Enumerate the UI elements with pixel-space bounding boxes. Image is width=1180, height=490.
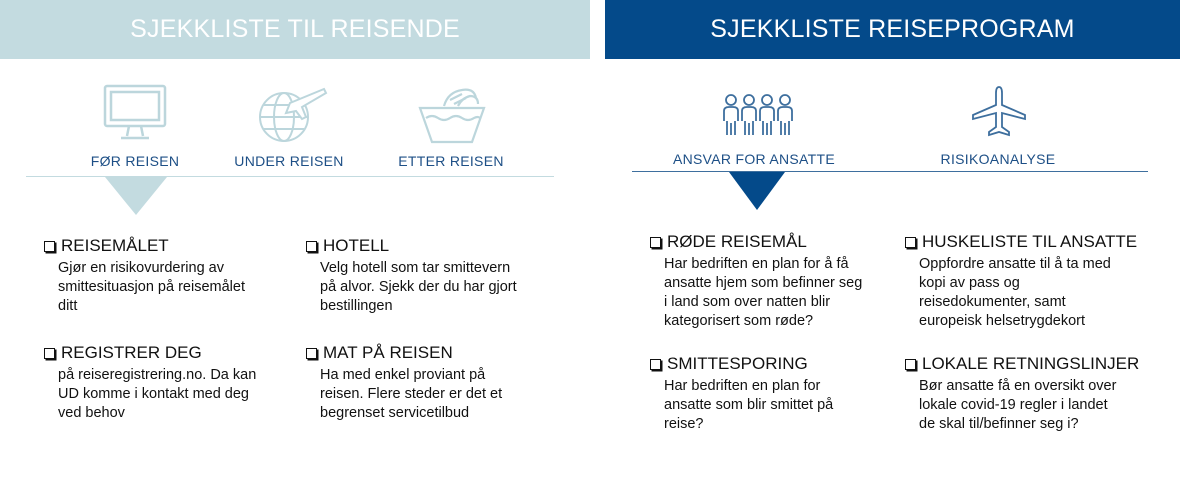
airplane-icon	[971, 85, 1027, 137]
checkbox-icon	[44, 348, 55, 359]
checklist-item-local-guidelines: LOKALE RETNINGSLINJER Bør ansatte få en oversikt over lokale covid-19 regler i landet de skal til/befinner seg i?	[905, 354, 1139, 434]
checkbox-icon	[650, 359, 661, 370]
checkbox-icon	[905, 237, 916, 248]
washing-hands-icon	[418, 84, 486, 144]
traveler-checklist-title: SJEKKLISTE TIL REISENDE	[0, 0, 590, 59]
travel-program-panel	[605, 0, 1180, 490]
monitor-icon	[103, 84, 167, 142]
checklist-item-hotel: HOTELL Velg hotell som tar smittevern på alvor. Sjekk der du har gjort bestillingen	[306, 236, 517, 316]
after-trip-label: ETTER REISEN	[398, 153, 504, 169]
employee-responsibility-label: ANSVAR FOR ANSATTE	[672, 151, 836, 167]
globe-plane-icon	[256, 83, 328, 145]
checklist-item-register: REGISTRER DEG på reiseregistrering.no. Da kan UD komme i kontakt med deg ved behov	[44, 343, 256, 423]
checkbox-icon	[306, 348, 317, 359]
during-trip-label: UNDER REISEN	[234, 153, 344, 169]
checklist-item-red-destinations: RØDE REISEMÅL Har bedriften en plan for å få ansatte hjem som befinner seg i land som over natten blir kategorisert som røde?	[650, 232, 862, 331]
people-group-icon	[721, 93, 795, 137]
checkbox-icon	[44, 241, 55, 252]
checklist-item-destination: REISEMÅLET Gjør en risikovurdering av smittesituasjon på reisemålet ditt	[44, 236, 245, 316]
checklist-item-contact-tracing: SMITTESPORING Har bedriften en plan for ansatte som blir smittet på reise?	[650, 354, 833, 434]
before-trip-label: FØR REISEN	[90, 153, 180, 169]
selected-pointer	[729, 172, 785, 210]
checklist-item-food: MAT PÅ REISEN Ha med enkel proviant på reisen. Flere steder er det et begrenset servicetilbud	[306, 343, 502, 423]
travel-program-title: SJEKKLISTE REISEPROGRAM	[605, 0, 1180, 59]
selected-pointer	[105, 177, 167, 215]
checkbox-icon	[905, 359, 916, 370]
checklist-item-employee-list: HUSKELISTE TIL ANSATTE Oppfordre ansatte til å ta med kopi av pass og reisedokumenter, samt europeisk helsetrygdekort	[905, 232, 1137, 331]
risk-analysis-label: RISIKOANALYSE	[940, 151, 1056, 167]
checkbox-icon	[306, 241, 317, 252]
checkbox-icon	[650, 237, 661, 248]
divider-line	[632, 171, 1148, 172]
